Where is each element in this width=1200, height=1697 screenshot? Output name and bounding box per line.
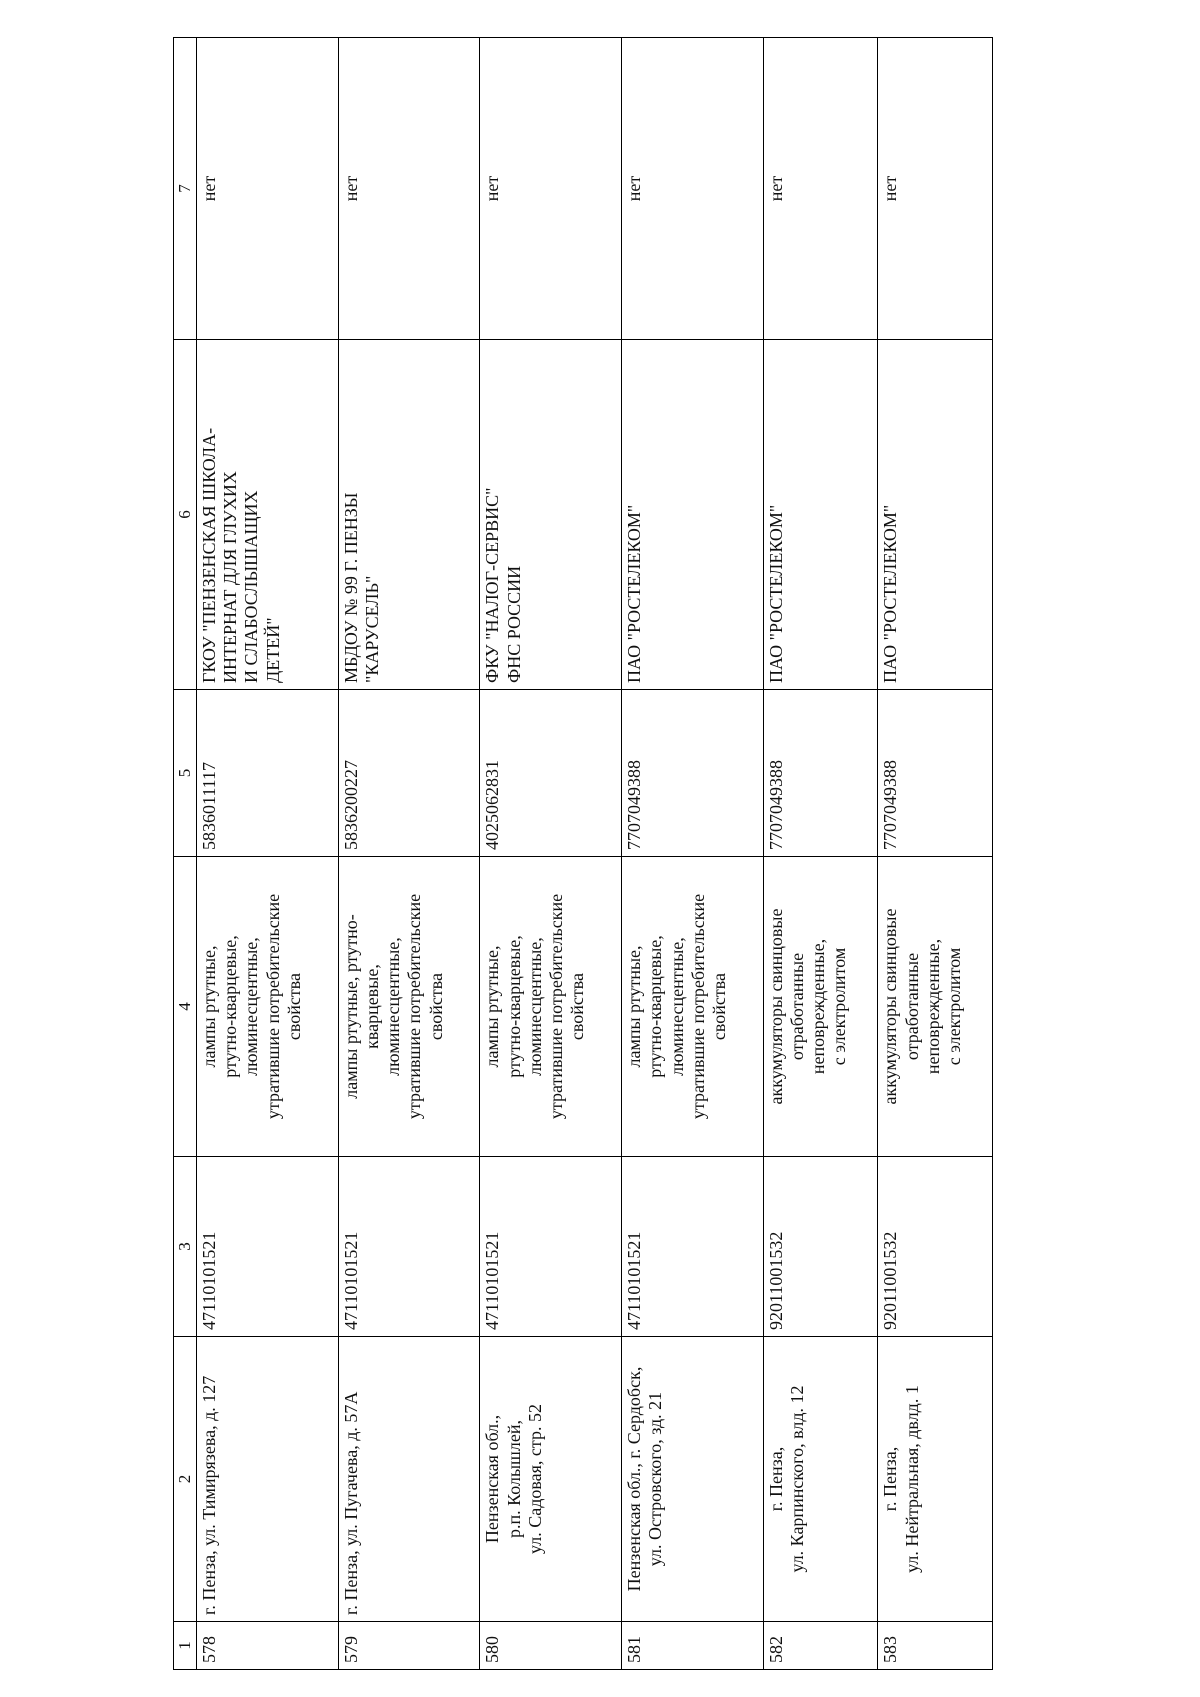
- inn-cell: 5836011117: [197, 690, 339, 857]
- col-header-5: 5: [174, 690, 197, 857]
- organization-cell: ПАО "РОСТЕЛЕКОМ": [878, 340, 993, 690]
- table-row: [878, 38, 993, 1670]
- row-number: 578: [197, 1622, 339, 1670]
- organization-cell: ПАО "РОСТЕЛЕКОМ": [763, 340, 878, 690]
- inn-cell: 4025062831: [480, 690, 622, 857]
- inn-cell: 7707049388: [763, 690, 878, 857]
- waste-name-cell: аккумуляторы свинцовые отработанные неповрежденные, с электролитом: [878, 857, 993, 1157]
- table-row: [338, 38, 480, 1670]
- organization-cell: МБДОУ № 99 Г. ПЕНЗЫ "КАРУСЕЛЬ": [338, 340, 480, 690]
- flag-cell: нет: [197, 38, 339, 340]
- waste-name-cell: лампы ртутные, ртутно-кварцевые, люминесцентные, утратившие потребительские свойства: [197, 857, 339, 1157]
- waste-name-cell: лампы ртутные, ртутно-кварцевые, люминесцентные, утратившие потребительские свойства: [480, 857, 622, 1157]
- address-cell: г. Пенза, ул. Тимирязева, д. 127: [197, 1337, 339, 1622]
- col-header-6: 6: [174, 340, 197, 690]
- flag-cell: нет: [878, 38, 993, 340]
- col-header-2: 2: [174, 1337, 197, 1622]
- header-row: [174, 38, 197, 1670]
- table-row: [622, 38, 764, 1670]
- flag-cell: нет: [338, 38, 480, 340]
- organization-cell: ФКУ "НАЛОГ-СЕРВИС" ФНС РОССИИ: [480, 340, 622, 690]
- col-header-4: 4: [174, 857, 197, 1157]
- address-cell: г. Пенза, ул. Пугачева, д. 57А: [338, 1337, 480, 1622]
- waste-code-cell: 47110101521: [480, 1157, 622, 1337]
- flag-cell: нет: [622, 38, 764, 340]
- row-number: 582: [763, 1622, 878, 1670]
- inn-cell: 7707049388: [878, 690, 993, 857]
- inn-cell: 7707049388: [622, 690, 764, 857]
- waste-code-cell: 47110101521: [338, 1157, 480, 1337]
- row-number: 581: [622, 1622, 764, 1670]
- address-cell: г. Пенза, ул. Карпинского, влд. 12: [763, 1337, 878, 1622]
- waste-name-cell: лампы ртутные, ртутно-кварцевые, люминесцентные, утратившие потребительские свойства: [622, 857, 764, 1157]
- waste-code-cell: 92011001532: [763, 1157, 878, 1337]
- row-number: 583: [878, 1622, 993, 1670]
- table-row: [763, 38, 878, 1670]
- inn-cell: 5836200227: [338, 690, 480, 857]
- waste-name-cell: аккумуляторы свинцовые отработанные неповрежденные, с электролитом: [763, 857, 878, 1157]
- flag-cell: нет: [480, 38, 622, 340]
- table-row: [197, 38, 339, 1670]
- waste-code-cell: 92011001532: [878, 1157, 993, 1337]
- waste-code-cell: 47110101521: [197, 1157, 339, 1337]
- col-header-1: 1: [174, 1622, 197, 1670]
- address-cell: Пензенская обл., г. Сердобск, ул. Островского, зд. 21: [622, 1337, 764, 1622]
- organization-cell: ПАО "РОСТЕЛЕКОМ": [622, 340, 764, 690]
- col-header-3: 3: [174, 1157, 197, 1337]
- waste-code-cell: 47110101521: [622, 1157, 764, 1337]
- col-header-7: 7: [174, 38, 197, 340]
- table-row: [480, 38, 622, 1670]
- waste-registry-table: [173, 37, 993, 1670]
- row-number: 580: [480, 1622, 622, 1670]
- address-cell: Пензенская обл., р.п. Колышлей, ул. Садовая, стр. 52: [480, 1337, 622, 1622]
- organization-cell: ГКОУ "ПЕНЗЕНСКАЯ ШКОЛА- ИНТЕРНАТ ДЛЯ ГЛУХИХ И СЛАБОСЛЫШАЩИХ ДЕТЕЙ": [197, 340, 339, 690]
- row-number: 579: [338, 1622, 480, 1670]
- address-cell: г. Пенза, ул. Нейтральная, двлд. 1: [878, 1337, 993, 1622]
- flag-cell: нет: [763, 38, 878, 340]
- waste-name-cell: лампы ртутные, ртутно- кварцевые, люминесцентные, утратившие потребительские свойства: [338, 857, 480, 1157]
- rotated-table-wrapper: [173, 38, 993, 1670]
